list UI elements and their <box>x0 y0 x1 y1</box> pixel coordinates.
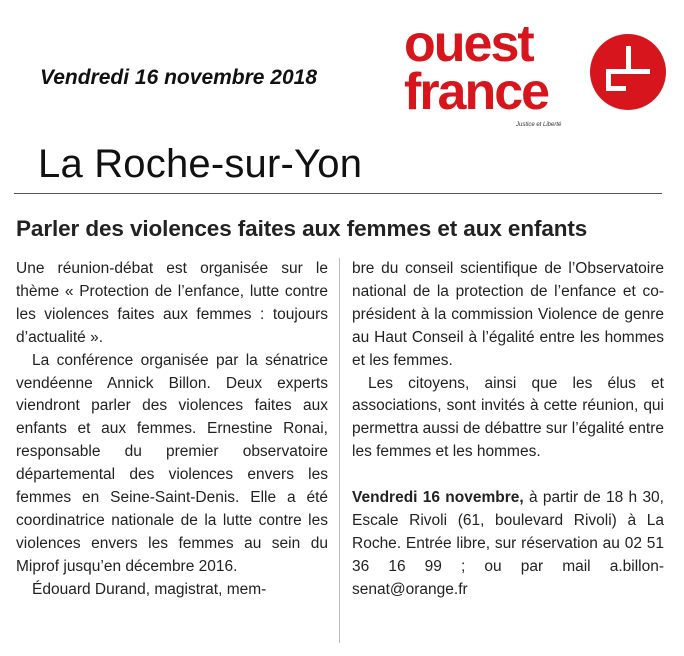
paragraph: Les citoyens, ainsi que les élus et associations, sont invités à cette réunion, qui permettra aussi de débattre sur l’égalité entre les femmes et les hommes. <box>352 374 664 461</box>
practical-info <box>352 487 664 602</box>
logo-word-france: france <box>404 63 549 121</box>
logo-slogan: Justice et Liberté <box>516 122 562 128</box>
logo-word-ouest: ouest <box>404 15 533 73</box>
article-headline: Parler des violences faites aux femmes et aux enfants <box>16 216 588 241</box>
practical-info-date: Vendredi 16 novembre, <box>352 489 524 507</box>
article-column-left <box>16 258 328 602</box>
logo-emblem-icon <box>590 34 666 110</box>
ouest-france-logo <box>400 14 670 128</box>
article-column-right <box>352 258 664 602</box>
paragraph: Une réunion-débat est organisée sur le thème « Protection de l’enfance, lutte contre les violences faites aux femmes : toujours d’actualité ». <box>16 260 328 346</box>
column-divider <box>339 258 340 643</box>
paragraph: bre du conseil scientifique de l’Observatoire national de la protection de l’enfance et co-président à la commission Violence de genre au Haut Conseil à l’égalité entre les hommes et les femmes. <box>352 260 664 369</box>
spacer <box>352 464 664 487</box>
practical-info-details: à partir de 18 h 30, Escale Rivoli (61, boulevard Rivoli) à La Roche. Entrée libre, sur réservation au 02 51 36 16 99 ; ou par mail a.billon-senat@orange.fr <box>352 489 664 598</box>
section-city-title: La Roche-sur-Yon <box>38 142 363 186</box>
paragraph: La conférence organisée par la sénatrice vendéenne Annick Billon. Deux experts viendront parler des violences faites aux enfants et aux femmes. Ernestine Ronai, responsable du premier observatoire départemental des violences envers les femmes en Seine-Saint-Denis. Elle a été coordinatrice nationale de la lutte contre les violences envers les femmes au sein du Miprof jusqu’en décembre 2016. <box>16 351 328 575</box>
publication-date: Vendredi 16 novembre 2018 <box>40 66 318 89</box>
paragraph: Édouard Durand, magistrat, mem- <box>32 580 267 598</box>
header-rule <box>14 193 662 194</box>
